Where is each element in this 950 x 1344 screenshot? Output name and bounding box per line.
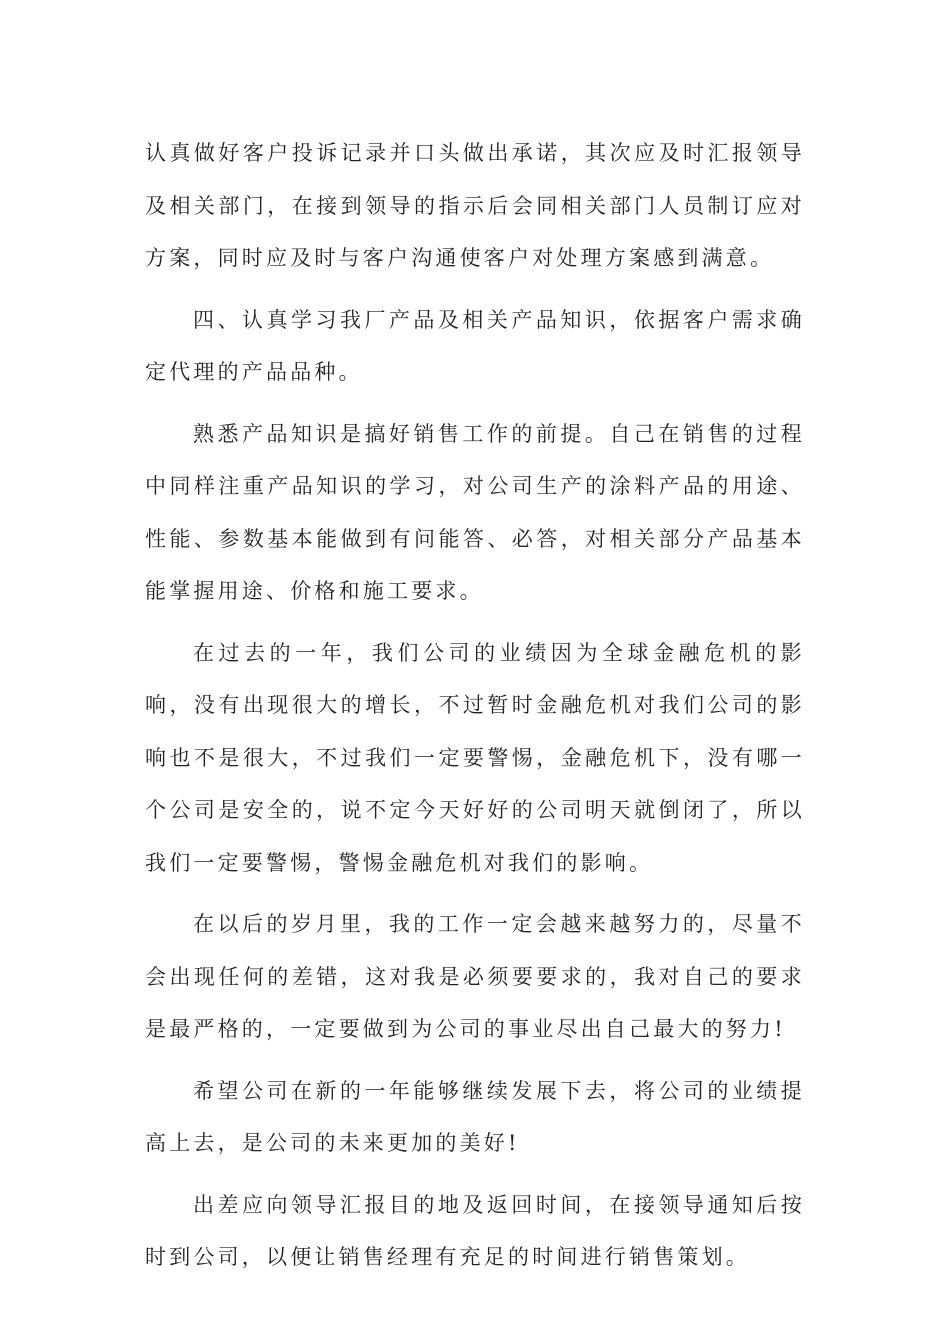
paragraph-product-knowledge: 熟悉产品知识是搞好销售工作的前提。自己在销售的过程中同样注重产品知识的学习，对公司生产的涂料产品的用途、性能、参数基本能做到有问能答、必答，对相关部分产品基本能掌握用途、价格和施工要求。: [145, 421, 805, 603]
paragraph-section-four-heading: 四、认真学习我厂产品及相关产品知识，依据客户需求确定代理的产品品种。: [145, 307, 805, 384]
paragraph-business-trip: 出差应向领导汇报目的地及返回时间，在接领导通知后按时到公司，以便让销售经理有充足的时间进行销售策划。: [145, 1192, 805, 1269]
paragraph-complaint-handling: 认真做好客户投诉记录并口头做出承诺，其次应及时汇报领导及相关部门，在接到领导的指示后会同相关部门人员制订应对方案，同时应及时与客户沟通使客户对处理方案感到满意。: [145, 141, 805, 270]
document-body: [145, 127, 805, 1293]
paragraph-future-effort: 在以后的岁月里，我的工作一定会越来越努力的，尽量不会出现任何的差错，这对我是必须要要求的，我对自己的要求是最严格的，一定要做到为公司的事业尽出自己最大的努力!: [145, 912, 805, 1041]
paragraph-financial-crisis: 在过去的一年，我们公司的业绩因为全球金融危机的影响，没有出现很大的增长，不过暂时金融危机对我们公司的影响也不是很大，不过我们一定要警惕，金融危机下，没有哪一个公司是安全的，说不定今天好好的公司明天就倒闭了，所以我们一定要警惕，警惕金融危机对我们的影响。: [145, 640, 805, 875]
paragraph-company-hope: 希望公司在新的一年能够继续发展下去，将公司的业绩提高上去，是公司的未来更加的美好!: [145, 1078, 805, 1155]
